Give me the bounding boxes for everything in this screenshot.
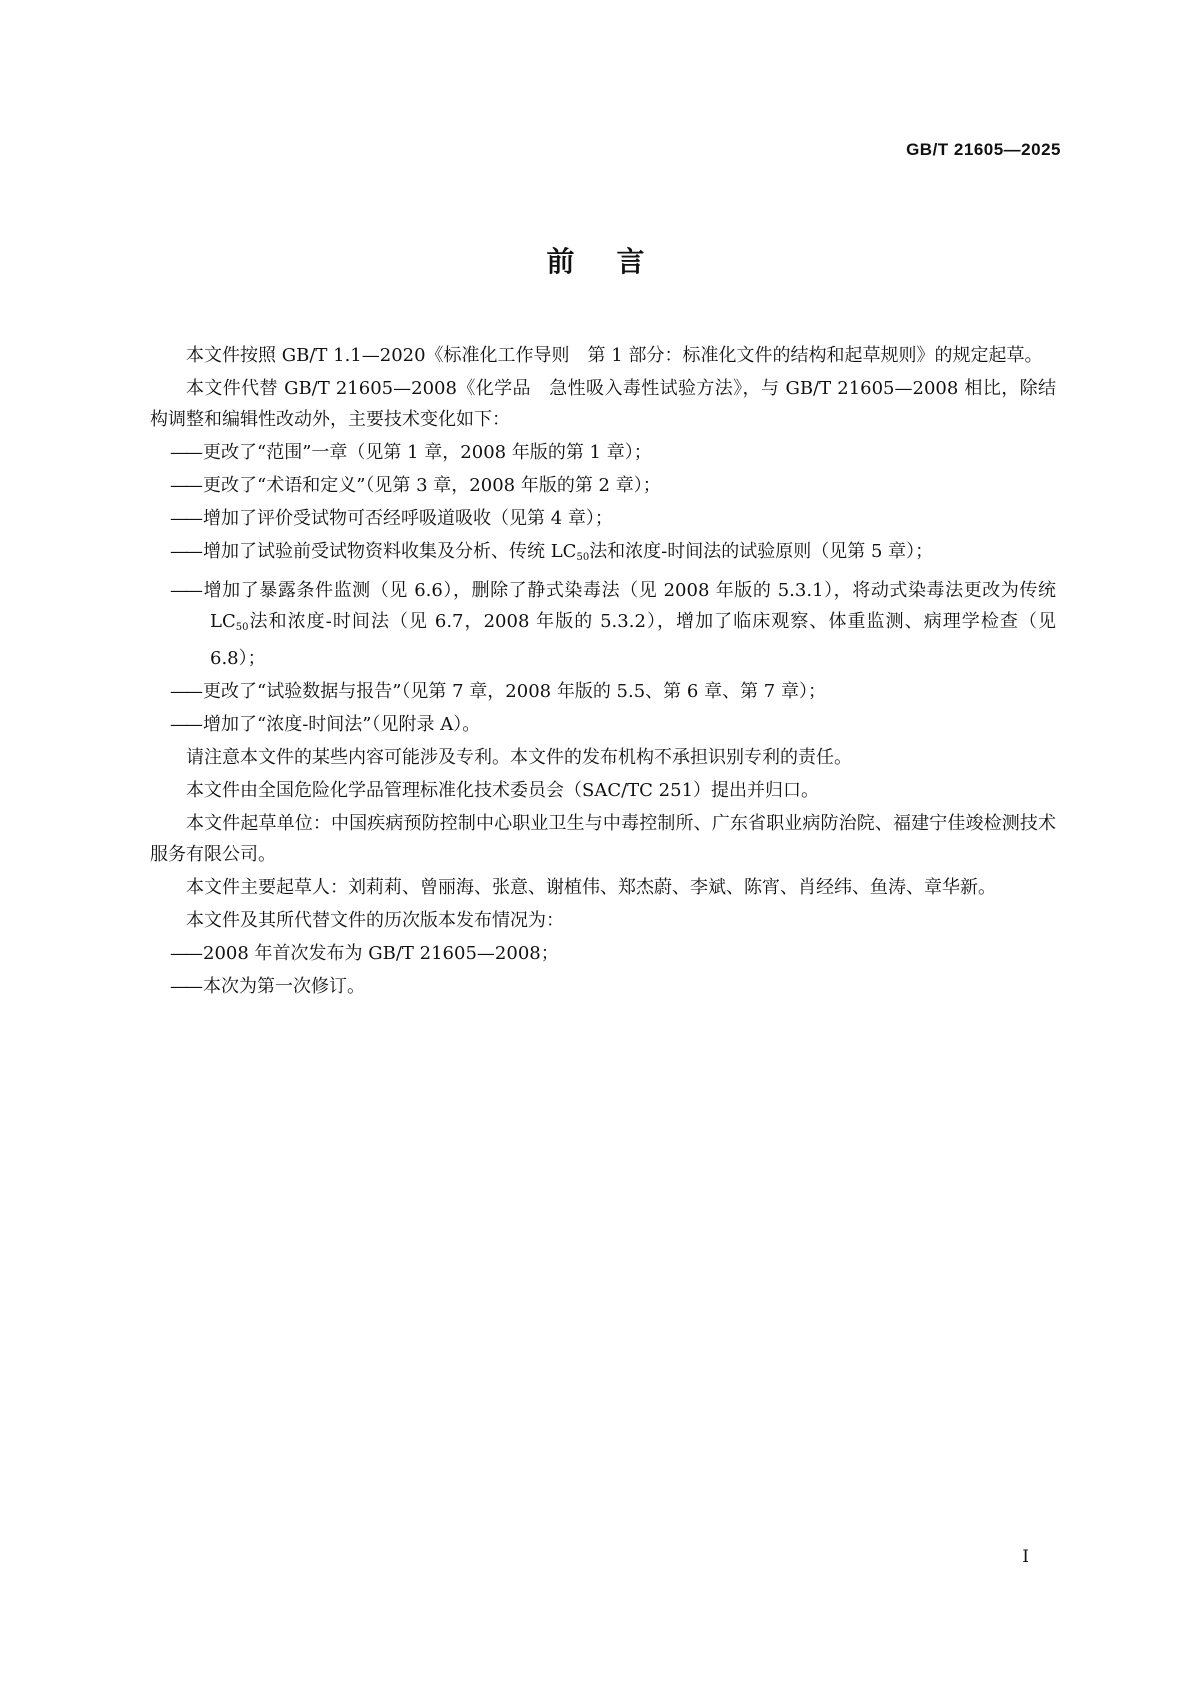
list-item: [150, 536, 1056, 573]
dash-marker: ——: [170, 541, 200, 562]
change-text: 增加了评价受试物可否经呼吸道吸收（见第 4 章）；: [203, 508, 613, 529]
change-text: 更改了“试验数据与报告”（见第 7 章，2008 年版的 5.5、第 6 章、第 7 章）；: [203, 681, 826, 702]
paragraph-drafting-rules: 本文件按照 GB/T 1.1—2020《标准化工作导则 第 1 部分：标准化文件的结构和起草规则》的规定起草。: [186, 345, 1043, 366]
list-item: [150, 938, 1056, 969]
list-item: [150, 575, 1056, 674]
change-text: 增加了“浓度-时间法”（见附录 A）。: [203, 714, 481, 735]
dash-marker: ——: [170, 976, 200, 997]
dash-marker: ——: [170, 681, 200, 702]
paragraph-history-intro: 本文件及其所代替文件的历次版本发布情况为：: [186, 910, 564, 931]
history-text: 2008 年首次发布为 GB/T 21605—2008；: [203, 943, 559, 964]
list-item: [150, 971, 1056, 1002]
subscript: 50: [576, 552, 590, 563]
dash-marker: ——: [170, 475, 200, 496]
dash-marker: ——: [170, 943, 200, 964]
paragraph-committee: 本文件由全国危险化学品管理标准化技术委员会（SAC/TC 251）提出并归口。: [186, 780, 820, 801]
list-item: [150, 676, 1056, 707]
doc-code-header: GB/T 21605—2025: [906, 140, 1061, 159]
page-title: 前言: [546, 245, 687, 278]
dash-marker: ——: [170, 580, 200, 601]
change-text: 增加了试验前受试物资料收集及分析、传统 LC: [203, 541, 577, 562]
change-text: 更改了“术语和定义”（见第 3 章，2008 年版的第 2 章）；: [203, 475, 661, 496]
foreword-body: [150, 340, 1056, 1004]
change-text: 增加了暴露条件监测（见 6.6），删除了静式染毒法（见 2008 年版的 5.3.1），将动式染毒法更改为传统 LC: [203, 580, 1056, 632]
dash-marker: ——: [170, 508, 200, 529]
paragraph-patent-notice: 请注意本文件的某些内容可能涉及专利。本文件的发布机构不承担识别专利的责任。: [186, 747, 852, 768]
list-item: [150, 503, 1056, 534]
paragraph-drafters: 本文件主要起草人：刘莉莉、曾丽海、张意、谢植伟、郑杰蔚、李斌、陈宵、肖经纬、鱼涛、章华新。: [186, 877, 996, 898]
change-text: 法和浓度-时间法的试验原则（见第 5 章）；: [589, 541, 934, 562]
subscript: 50: [235, 622, 249, 633]
change-text: 法和浓度-时间法（见 6.7，2008 年版的 5.3.2），增加了临床观察、体重监测、病理学检查（见 6.8）；: [210, 611, 1056, 669]
list-item: [150, 437, 1056, 468]
paragraph-drafting-units: 本文件起草单位：中国疾病预防控制中心职业卫生与中毒控制所、广东省职业病防治院、福建宁佳竣检测技术服务有限公司。: [150, 813, 1056, 865]
dash-marker: ——: [170, 714, 200, 735]
page-number: I: [1022, 1547, 1029, 1567]
paragraph-replacement: 本文件代替 GB/T 21605—2008《化学品 急性吸入毒性试验方法》，与 GB/T 21605—2008 相比，除结构调整和编辑性改动外，主要技术变化如下：: [150, 378, 1056, 430]
dash-marker: ——: [170, 442, 200, 463]
change-text: 更改了“范围”一章（见第 1 章，2008 年版的第 1 章）；: [203, 442, 652, 463]
history-text: 本次为第一次修订。: [203, 976, 365, 997]
list-item: [150, 470, 1056, 501]
list-item: [150, 709, 1056, 740]
